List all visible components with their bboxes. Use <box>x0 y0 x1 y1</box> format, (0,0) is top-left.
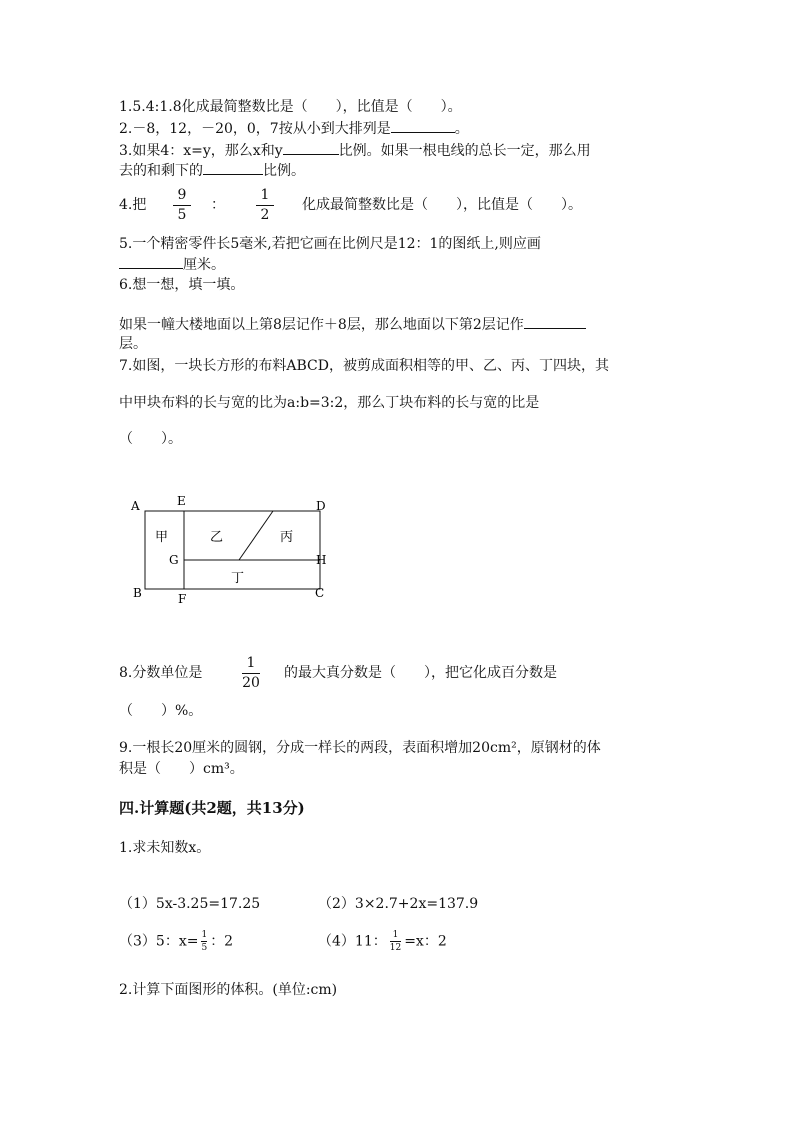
calc-question-2: 2.计算下面图形的体积。(单位:cm) <box>119 982 338 998</box>
fraction-1-20 <box>238 655 264 692</box>
label-c: C <box>315 586 325 600</box>
label-yi: 乙 <box>210 530 224 545</box>
question-3-text-c: 去的和剩下的 <box>119 163 203 179</box>
answer-blank[interactable] <box>203 161 263 175</box>
fraction-bar <box>201 941 207 942</box>
question-4-rest: 化成最简整数比是（ ），比值是（ ）。 <box>302 197 582 213</box>
question-3-line2 <box>119 161 305 180</box>
label-f: F <box>178 592 187 606</box>
fraction-bar <box>256 205 274 206</box>
question-6-text-b: 如果一幢大楼地面以上第8层记作＋8层，那么地面以下第2层记作 <box>119 317 524 333</box>
label-jia: 甲 <box>155 530 169 545</box>
answer-blank[interactable] <box>119 255 183 269</box>
fraction-numerator: 1 <box>201 930 208 940</box>
fraction-denominator: 12 <box>389 943 402 953</box>
fraction-bar <box>390 941 401 942</box>
answer-blank[interactable] <box>524 315 586 329</box>
question-3-text-a: 3.如果4：x=y，那么x和y <box>119 143 283 159</box>
question-5-line1: 5.一个精密零件长5毫米,若把它画在比例尺是12：1的图纸上,则应画 <box>119 236 541 252</box>
fraction-denominator: 20 <box>242 675 260 691</box>
fraction-1-2 <box>252 187 278 224</box>
question-8-label: 8.分数单位是 <box>119 665 203 681</box>
equation-4-post: =x：2 <box>404 933 447 950</box>
question-5-text-b: 厘米。 <box>183 257 225 273</box>
equation-3-post: ：2 <box>210 933 234 950</box>
question-6-title: 6.想一想，填一填。 <box>119 277 245 293</box>
equation-1: （1）5x-3.25=17.25 <box>119 896 261 912</box>
equation-3-pre: （3）5：x= <box>119 933 199 950</box>
question-2-end: 。 <box>454 121 469 137</box>
label-ding: 丁 <box>231 571 245 586</box>
label-g: G <box>169 553 179 567</box>
answer-blank[interactable] <box>283 141 339 155</box>
fraction-numerator: 9 <box>177 187 187 203</box>
fraction-numerator: 1 <box>260 187 270 203</box>
question-7-line1: 7.如图，一块长方形的布料ABCD，被剪成面积相等的甲、乙、丙、丁四块，其 <box>119 358 609 374</box>
question-2 <box>119 119 469 138</box>
fraction-9-5 <box>169 187 195 224</box>
question-9-line2: 积是（ ）cm³。 <box>119 761 244 777</box>
question-4-label: 4.把 <box>119 197 147 213</box>
question-8-rest: 的最大真分数是（ ），把它化成百分数是 <box>284 665 557 681</box>
fraction-bar <box>242 673 260 674</box>
question-3-text-b: 比例。如果一根电线的总长一定，那么用 <box>338 143 591 159</box>
question-7-line2: 中甲块布料的长与宽的比为a:b=3:2，那么丁块布料的长与宽的比是 <box>119 395 540 411</box>
fraction-denominator: 5 <box>177 207 187 223</box>
question-5-line2 <box>119 255 225 274</box>
question-3-text-d: 比例。 <box>263 163 305 179</box>
fraction-1-12 <box>390 930 401 953</box>
question-6-line2: 层。 <box>119 336 147 352</box>
label-bing: 丙 <box>280 530 294 545</box>
question-8-line2: （ ）%。 <box>119 703 203 719</box>
question-9-line1: 9.一根长20厘米的圆钢，分成一样长的两段，表面积增加20cm²，原钢材的体 <box>119 740 601 756</box>
diagonal-cut <box>239 511 273 560</box>
label-h: H <box>316 553 327 567</box>
fraction-denominator: 2 <box>260 207 270 223</box>
label-a: A <box>131 499 140 513</box>
fraction-numerator: 1 <box>392 930 399 940</box>
answer-blank[interactable] <box>391 119 455 133</box>
equation-4-pre: （4）11： <box>318 933 387 950</box>
question-3-line1 <box>119 141 591 160</box>
question-2-text: 2.－8，12，－20，0，7按从小到大排列是 <box>119 121 391 137</box>
label-e: E <box>177 494 186 508</box>
equation-2: （2）3×2.7+2x=137.9 <box>318 896 479 912</box>
fraction-1-5 <box>201 930 207 953</box>
equation-4 <box>318 930 447 953</box>
fraction-numerator: 1 <box>246 655 256 671</box>
calc-question-1: 1.求未知数x。 <box>119 840 211 856</box>
equation-3 <box>119 930 233 953</box>
question-6-line1 <box>119 315 586 334</box>
fraction-denominator: 5 <box>201 943 208 953</box>
section-heading: 四.计算题(共2题，共13分) <box>119 799 305 817</box>
ratio-colon: ： <box>211 197 225 213</box>
question-7-line3: （ ）。 <box>119 431 182 447</box>
label-b: B <box>133 586 142 600</box>
fraction-bar <box>173 205 191 206</box>
label-d: D <box>316 499 326 513</box>
question-1: 1.5.4:1.8化成最简整数比是（ ），比值是（ ）。 <box>119 99 462 115</box>
rectangle-figure <box>125 492 340 610</box>
